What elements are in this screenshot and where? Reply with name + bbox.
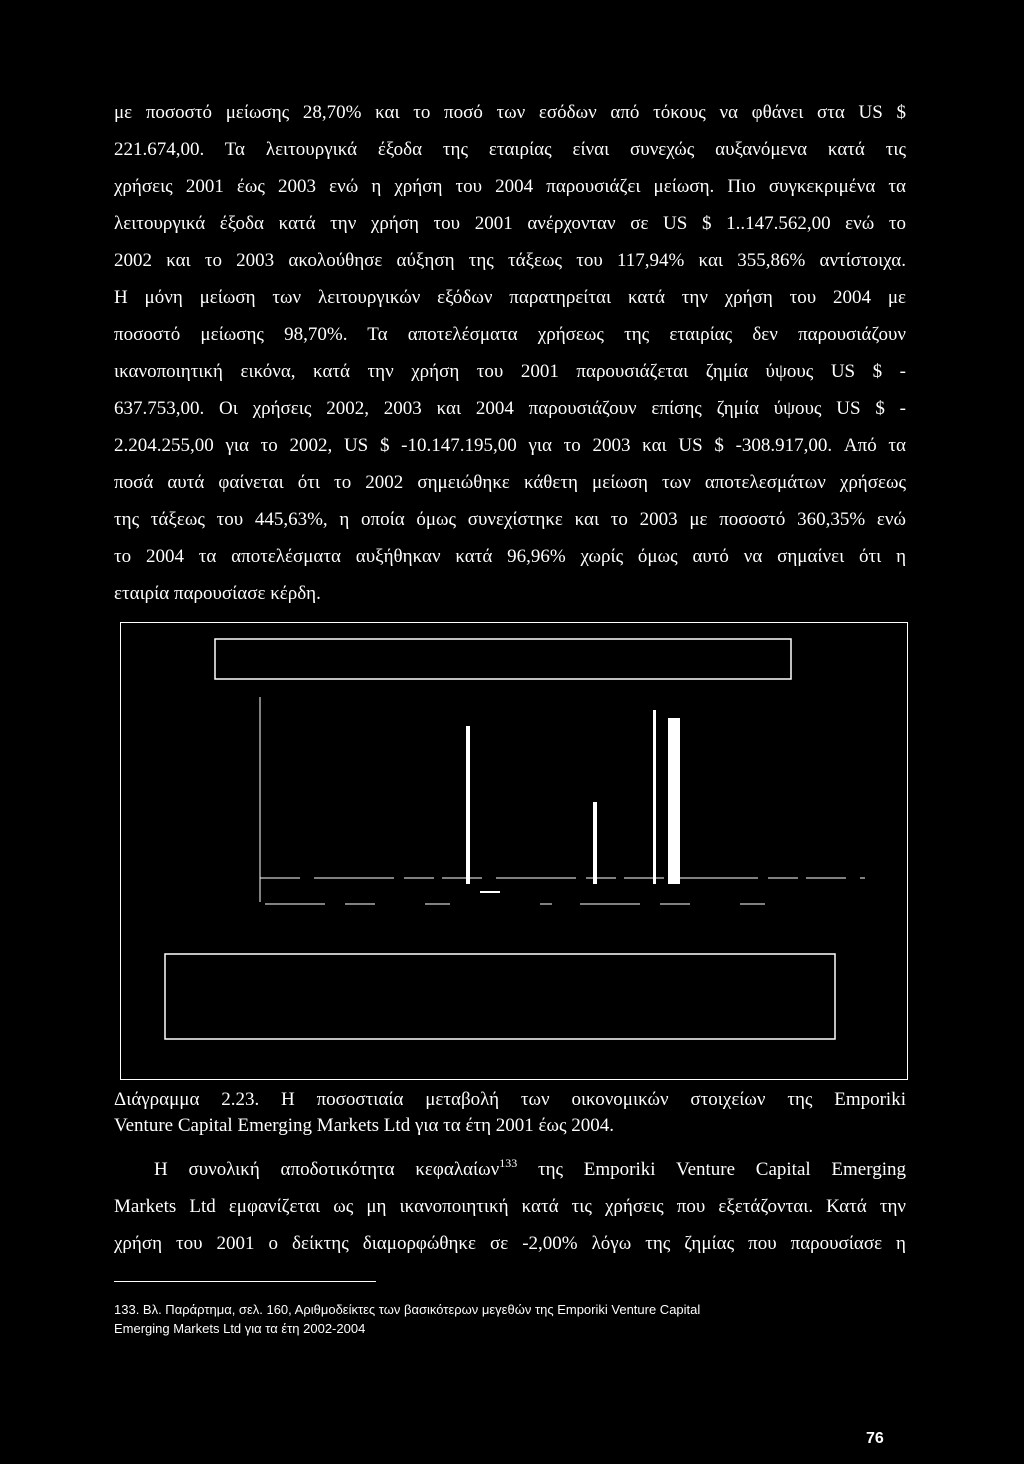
paragraph1-line: ποσοστό μείωσης 98,70%. Τα αποτελέσματα χρήσεως της εταιρίας δεν παρουσιάζουν: [114, 324, 906, 345]
paragraph2-line-2: Markets Ltd εμφανίζεται ως μη ικανοποιητική κατά τις χρήσεις που εξετάζονται. Κατά την: [114, 1196, 906, 1217]
bar-2003: [593, 802, 597, 884]
paragraph1-line: χρήσεις 2001 έως 2003 ενώ η χρήση του 2004 παρουσιάζει μείωση. Πιο συγκεκριμένα τα: [114, 176, 906, 197]
paragraph1-line: Η μόνη μείωση των λειτουργικών εξόδων παρατηρείται κατά την χρήση του 2004 με: [114, 287, 906, 308]
body-paragraph-1: [114, 94, 906, 612]
paragraph1-line: με ποσοστό μείωσης 28,70% και το ποσό των εσόδων από τόκους να φθάνει στα US $: [114, 102, 906, 123]
paragraph1-line: 221.674,00. Τα λειτουργικά έξοδα της εταιρίας είναι συνεχώς αυξανόμενα κατά τις: [114, 139, 906, 160]
paragraph1-line: ικανοποιητική εικόνα, κατά την χρήση του 2001 παρουσιάζεται ζημία ύψους US $ -: [114, 361, 906, 382]
figure-caption: [114, 1087, 906, 1139]
legend-box: [165, 954, 835, 1039]
caption-line-1: Διάγραμμα 2.23. Η ποσοστιαία μεταβολή των οικονομικών στοιχείων της Emporiki: [114, 1089, 906, 1110]
bar-2002: [466, 726, 470, 884]
paragraph1-line: το 2004 τα αποτελέσματα αυξήθηκαν κατά 96,96% χωρίς όμως αυτό να σημαίνει ότι η: [114, 546, 906, 567]
paragraph2-line-3: χρήση του 2001 ο δείκτης διαμορφώθηκε σε -2,00% λόγω της ζημίας που παρουσίασε η: [114, 1233, 906, 1254]
page-number: 76: [866, 1430, 884, 1447]
footnote: [114, 1300, 894, 1338]
paragraph1-line: 637.753,00. Οι χρήσεις 2002, 2003 και 2004 παρουσιάζουν επίσης ζημία ύψους US $ -: [114, 398, 906, 419]
paragraph1-line: λειτουργικά έξοδα κατά την χρήση του 2001 ανέρχονταν σε US $ 1..147.562,00 ενώ το: [114, 213, 906, 234]
caption-line-2: Venture Capital Emerging Markets Ltd για τα έτη 2001 έως 2004.: [114, 1115, 615, 1136]
footnote-line-1: 133. Βλ. Παράρτημα, σελ. 160, Αριθμοδείκτες των βασικότερων μεγεθών της Emporiki Venture Capital: [114, 1302, 701, 1317]
chart-frame: [121, 623, 908, 1080]
body-paragraph-2: [114, 1151, 906, 1262]
paragraph1-line: 2.204.255,00 για το 2002, US $ -10.147.195,00 για το 2003 και US $ -308.917,00. Από τα: [114, 435, 906, 456]
paragraph1-line: ποσά αυτά φαίνεται ότι το 2002 σημειώθηκε κάθετη μείωση των αποτελεσμάτων χρήσεως: [114, 472, 906, 493]
bar-2004-b: [668, 718, 680, 884]
paragraph2-line-1: [114, 1151, 906, 1188]
percentage-change-chart: [120, 622, 908, 1080]
chart-svg: [120, 622, 908, 1080]
footnote-line-2: Emerging Markets Ltd για τα έτη 2002-2004: [114, 1321, 366, 1336]
footnote-ref: 133: [499, 1156, 518, 1170]
bar-2004-a: [653, 710, 656, 884]
paragraph2-line-1-b: της Emporiki Venture Capital Emerging: [517, 1159, 906, 1180]
paragraph1-line: εταιρία παρουσίασε κέρδη.: [114, 583, 321, 604]
footnote-rule: [114, 1281, 376, 1282]
chart-title-box: [215, 639, 791, 679]
paragraph1-line: της τάξεως του 445,63%, η οποία όμως συνεχίστηκε και το 2003 με ποσοστό 360,35% ενώ: [114, 509, 906, 530]
paragraph2-line-1-a: Η συνολική αποδοτικότητα κεφαλαίων: [154, 1159, 500, 1180]
paragraph1-line: 2002 και το 2003 ακολούθησε αύξηση της τάξεως του 117,94% και 355,86% αντίστοιχα.: [114, 250, 906, 271]
